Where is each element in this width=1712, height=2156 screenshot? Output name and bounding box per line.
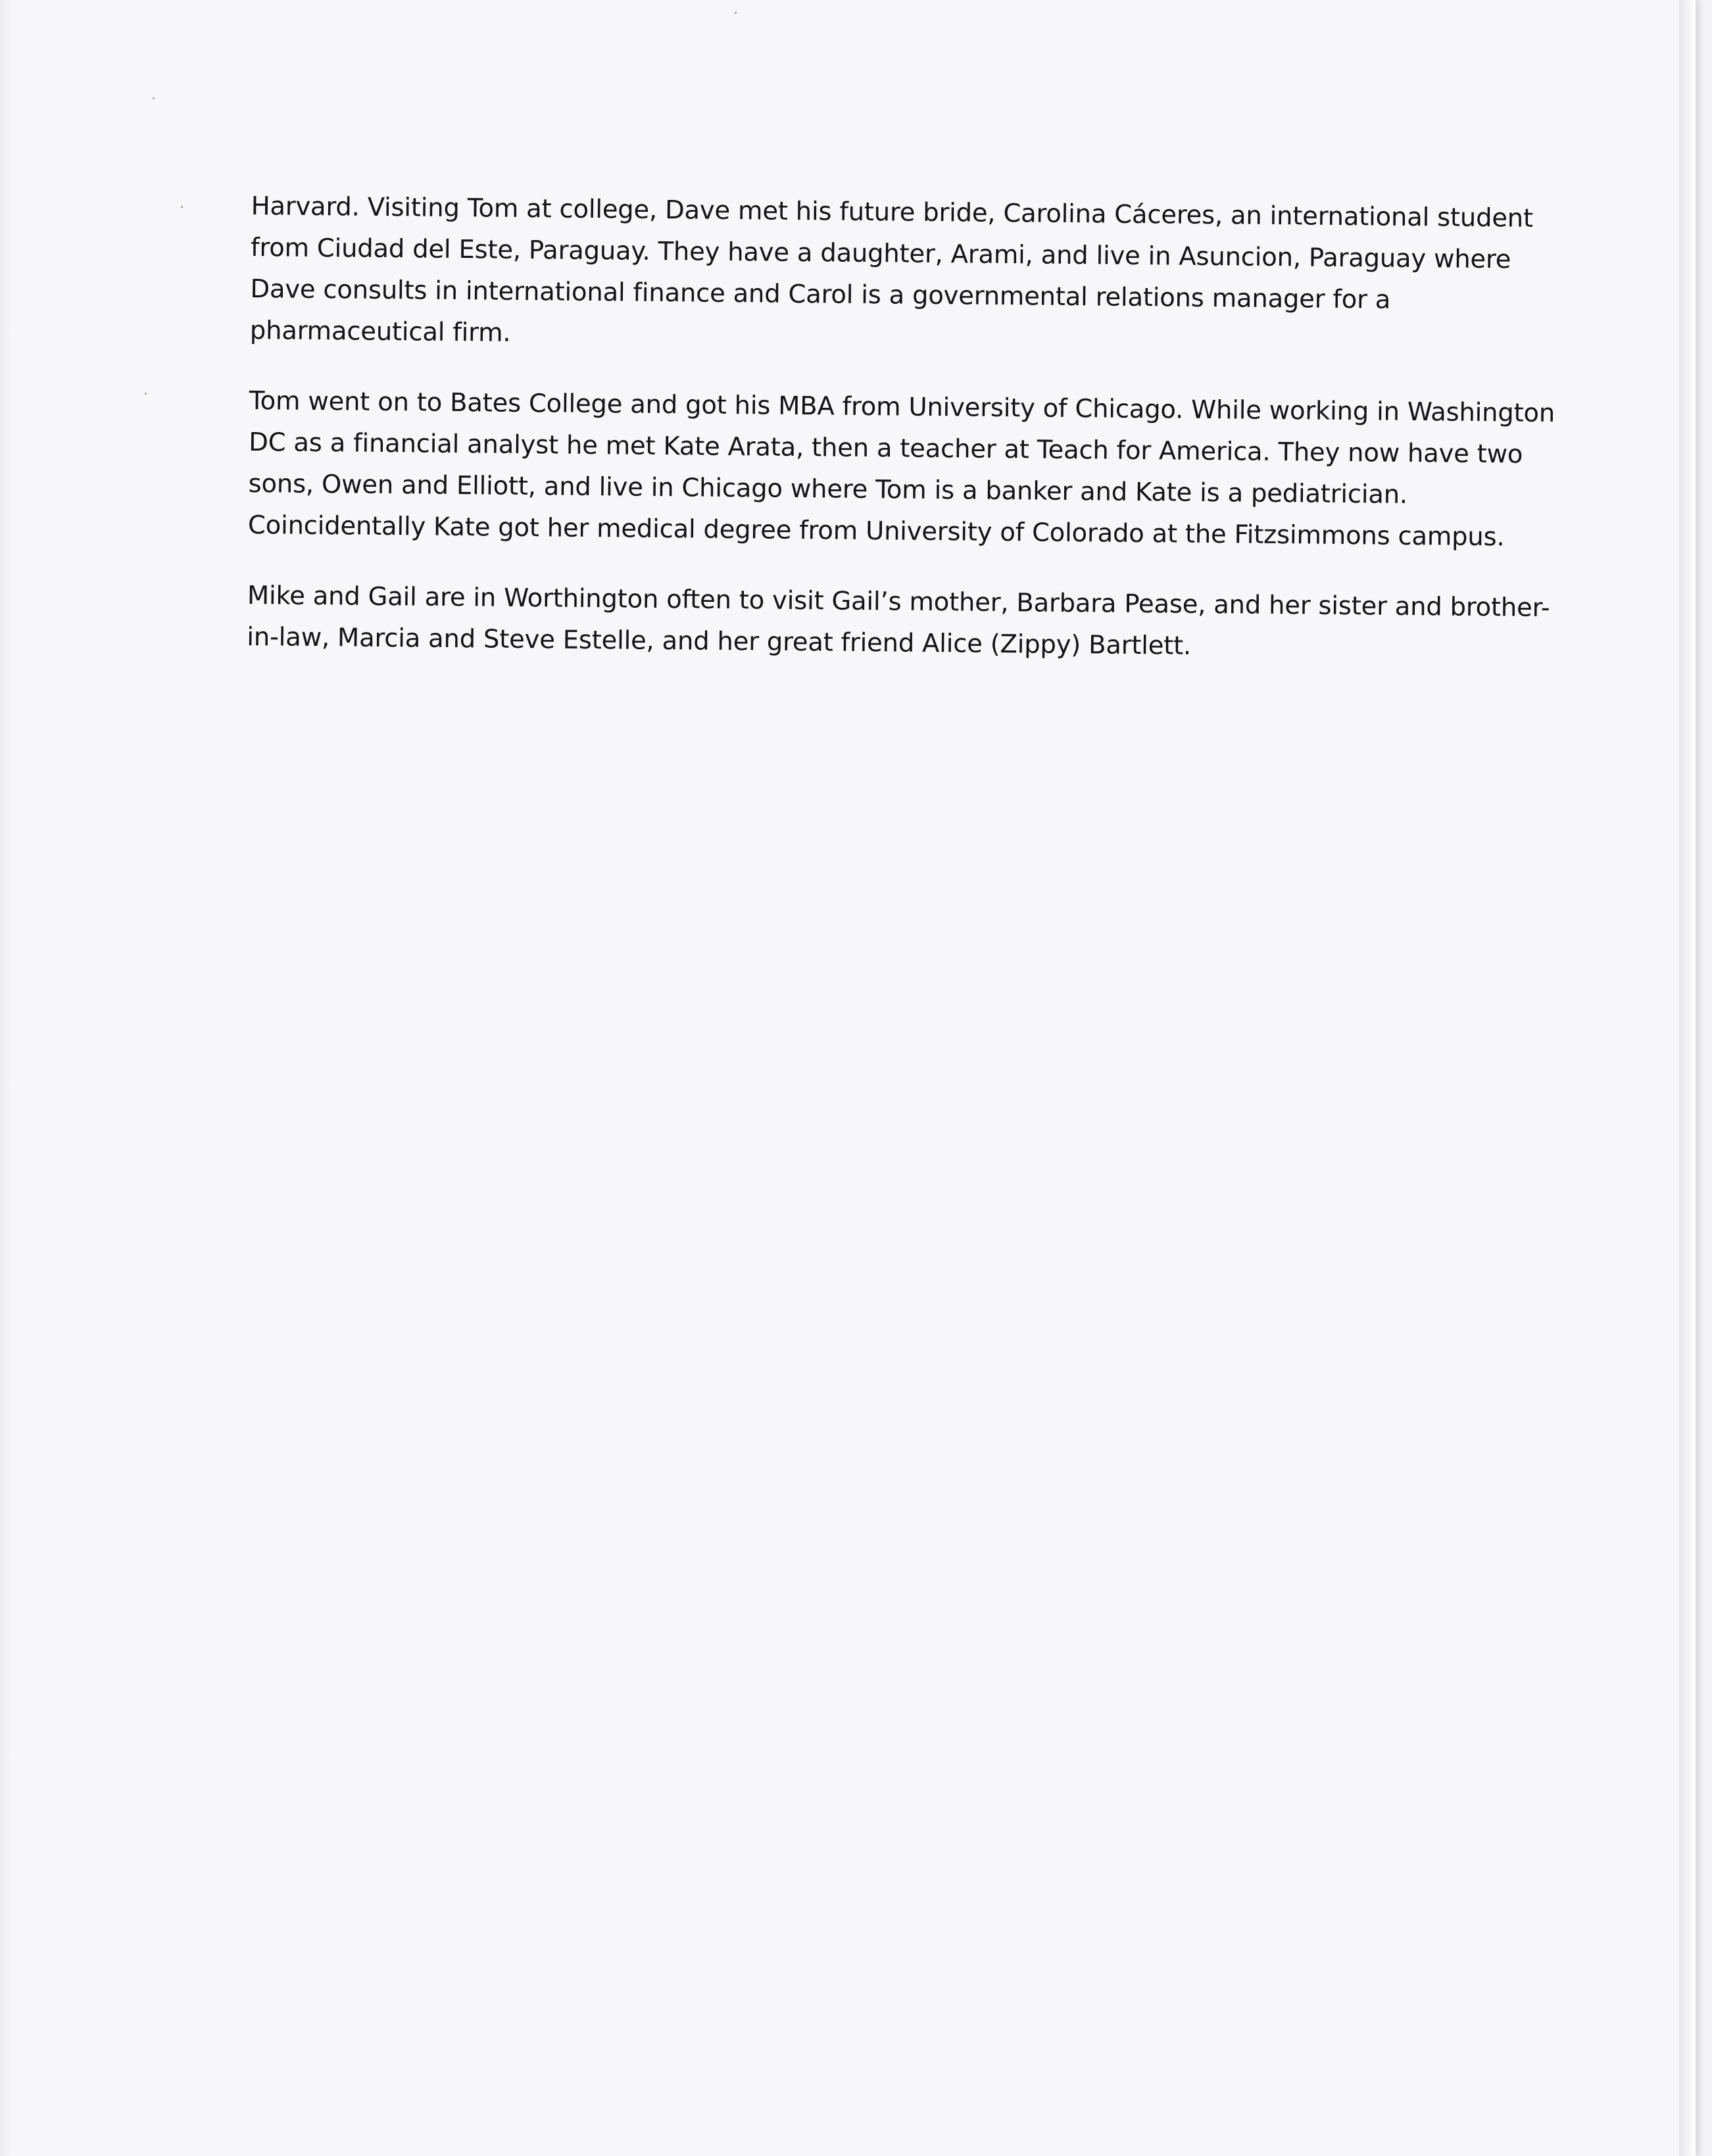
scan-speck — [145, 393, 147, 395]
text-line: in-law, Marcia and Steve Estelle, and her great friend Alice (Zippy) Bartlett. — [247, 622, 1192, 661]
text-line: Harvard. Visiting Tom at college, Dave met his future bride, Carolina Cáceres, an international student — [251, 191, 1534, 233]
page-right-edge — [1679, 0, 1696, 2156]
text-line: sons, Owen and Elliott, and live in Chicago where Tom is a banker and Kate is a pediatrician. — [248, 468, 1408, 510]
scan-speck — [735, 12, 737, 14]
page-left-edge — [0, 0, 12, 2156]
scan-speck — [153, 97, 155, 99]
paragraph-tom — [247, 380, 1555, 558]
text-line: Coincidentally Kate got her medical degree from University of Colorado at the Fitzsimmons campus. — [247, 510, 1505, 552]
text-line: pharmaceutical firm. — [249, 315, 511, 348]
text-line: Tom went on to Bates College and got his MBA from University of Chicago. While working in Washington — [249, 385, 1555, 429]
body-text — [247, 185, 1555, 699]
paragraph-dave — [250, 185, 1540, 364]
text-line: DC as a financial analyst he met Kate Arata, then a teacher at Teach for America. They now have two — [249, 427, 1523, 470]
scan-speck — [181, 206, 183, 208]
paragraph-mike-gail — [247, 575, 1550, 670]
text-line: Mike and Gail are in Worthington often to visit Gail’s mother, Barbara Pease, and her sister and brother- — [247, 580, 1550, 623]
text-line: from Ciudad del Este, Paraguay. They have a daughter, Arami, and live in Asuncion, Paraguay where — [250, 232, 1511, 275]
text-line: Dave consults in international finance and Carol is a governmental relations manager for a — [250, 274, 1391, 315]
